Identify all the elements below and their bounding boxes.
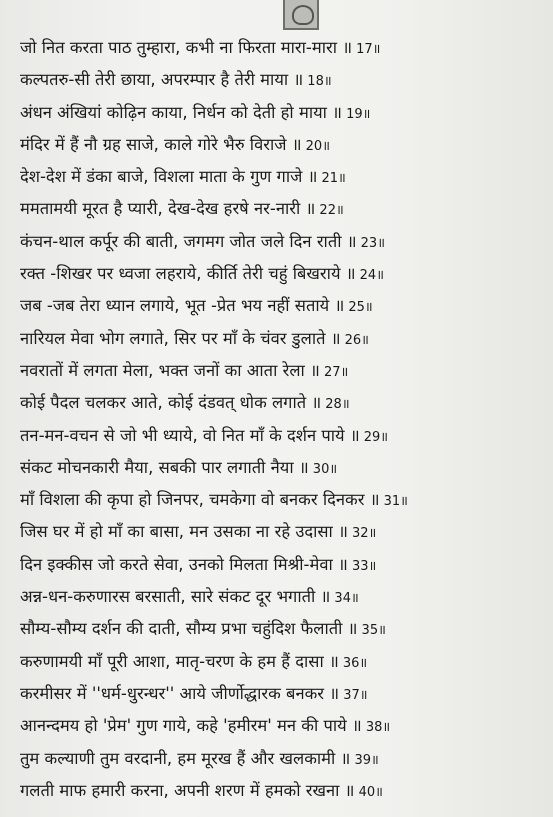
verse-text: सौम्य-सौम्य दर्शन की दाती, सौम्य प्रभा चहुंदिश फैलाती ॥ [20, 619, 358, 639]
verse-text: नवरातों में लगता मेला, भक्त जनों का आता रेला ॥ [20, 360, 320, 380]
verse-number: 25॥ [348, 300, 373, 316]
verse-line [20, 226, 548, 258]
verse-line [20, 323, 548, 355]
verse-line [20, 387, 548, 419]
verse-text: देश-देश में डंका बाजे, विशला माता के गुण गाजे ॥ [20, 167, 318, 187]
verse-number: 22॥ [319, 203, 344, 219]
verse-text: जिस घर में हो माँ का बासा, मन उसका ना रहे उदासा ॥ [20, 522, 348, 542]
verse-line [20, 32, 548, 64]
verse-number: 23॥ [360, 235, 385, 251]
verse-number: 20॥ [305, 138, 330, 154]
verse-text: गलती माफ हमारी करना, अपनी शरण में हमको रखना ॥ [20, 780, 355, 800]
verse-line [20, 64, 548, 96]
verse-number: 39॥ [354, 752, 379, 768]
verse-text: करमीसर में ''धर्म-धुरन्धर'' आये जीर्णोद्धारक बनकर ॥ [20, 683, 340, 703]
verse-line [20, 743, 548, 775]
verse-number: 27॥ [323, 364, 349, 380]
verse-text: ममतामयी मूरत है प्यारी, देख-देख हरषे नर-नारी ॥ [20, 199, 316, 219]
verse-text: कंचन-थाल कर्पूर की बाती, जगमग जोत जले दिन राती ॥ [20, 231, 357, 251]
verse-line [20, 420, 548, 452]
verse-text: तन-मन-वचन से जो भी ध्याये, वो नित माँ के दर्शन पाये ॥ [20, 425, 360, 445]
verse-line [20, 710, 548, 742]
verse-text: मंदिर में हैं नौ ग्रह साजे, काले गोरे भैरु विराजे ॥ [20, 134, 302, 154]
verse-number: 37॥ [343, 687, 368, 703]
ornament-icon [283, 0, 319, 30]
verse-number: 30॥ [312, 461, 338, 477]
verse-number: 33॥ [351, 558, 377, 574]
verse-line [20, 516, 548, 548]
verse-number: 40॥ [358, 784, 383, 800]
verse-line [20, 452, 548, 484]
verse-line [20, 193, 548, 225]
verse-number: 19॥ [346, 106, 371, 122]
verse-text: नारियल मेवा भोग लगाते, सिर पर माँ के चंवर डुलाते ॥ [20, 328, 341, 348]
verse-number: 17॥ [356, 42, 381, 57]
verse-number: 38॥ [365, 720, 391, 736]
verse-number: 21॥ [321, 171, 346, 187]
verse-line [20, 613, 548, 645]
verse-line [20, 775, 548, 807]
verse-line [20, 355, 548, 387]
verse-text: अंधन अंखियां कोढ़िन काया, निर्धन को देती हो माया ॥ [20, 102, 343, 122]
verse-text: जो नित करता पाठ तुम्हारा, कभी ना फिरता मारा-मारा ॥ [20, 38, 353, 57]
verse-text: करुणामयी माँ पूरी आशा, मातृ-चरण के हम हैं दासा ॥ [20, 651, 339, 671]
verse-line [20, 161, 548, 193]
verse-line [20, 129, 548, 161]
verse-line [20, 97, 548, 129]
verse-text: कल्पतरु-सी तेरी छाया, अपरम्पार है तेरी माया ॥ [20, 70, 304, 90]
verse-number: 31॥ [383, 494, 408, 510]
verse-line [20, 646, 548, 678]
verse-line [20, 290, 548, 322]
verse-line [20, 581, 548, 613]
verse-number: 29॥ [363, 429, 389, 445]
verse-number: 18॥ [307, 74, 332, 90]
verse-number: 32॥ [351, 526, 377, 542]
verse-text: दिन इक्कीस जो करते सेवा, उनको मिलता मिश्री-मेवा ॥ [20, 554, 348, 574]
verse-number: 34॥ [334, 591, 359, 607]
verse-text: आनन्दमय हो 'प्रेम' गुण गाये, कहे 'हमीरम' मन की पाये ॥ [20, 716, 362, 736]
verse-text: जब -जब तेरा ध्यान लगाये, भूत -प्रेत भय नहीं सताये ॥ [20, 296, 345, 316]
verse-text: माँ विशला की कृपा हो जिनपर, चमकेगा वो बनकर दिनकर ॥ [20, 490, 380, 510]
verse-number: 28॥ [325, 397, 350, 413]
verse-number: 24॥ [359, 268, 384, 284]
verse-number: 36॥ [342, 655, 368, 671]
verse-text: रक्त -शिखर पर ध्वजा लहराये, कीर्ति तेरी चहुं बिखराये ॥ [20, 264, 356, 284]
verse-line [20, 484, 548, 516]
verse-text: संकट मोचनकारी मैया, सबकी पार लगाती नैया ॥ [20, 457, 309, 477]
verse-list [20, 32, 548, 807]
verse-text: अन्न-धन-करुणारस बरसाती, सारे संकट दूर भगाती ॥ [20, 587, 331, 607]
verse-number: 26॥ [344, 332, 369, 348]
verse-line [20, 678, 548, 710]
verse-line [20, 258, 548, 290]
verse-text: कोई पैदल चलकर आते, कोई दंडवत् धोक लगाते ॥ [20, 393, 322, 413]
verse-line [20, 549, 548, 581]
verse-text: तुम कल्याणी तुम वरदानी, हम मूरख हैं और खलकामी ॥ [20, 748, 351, 768]
verse-number: 35॥ [361, 623, 386, 639]
